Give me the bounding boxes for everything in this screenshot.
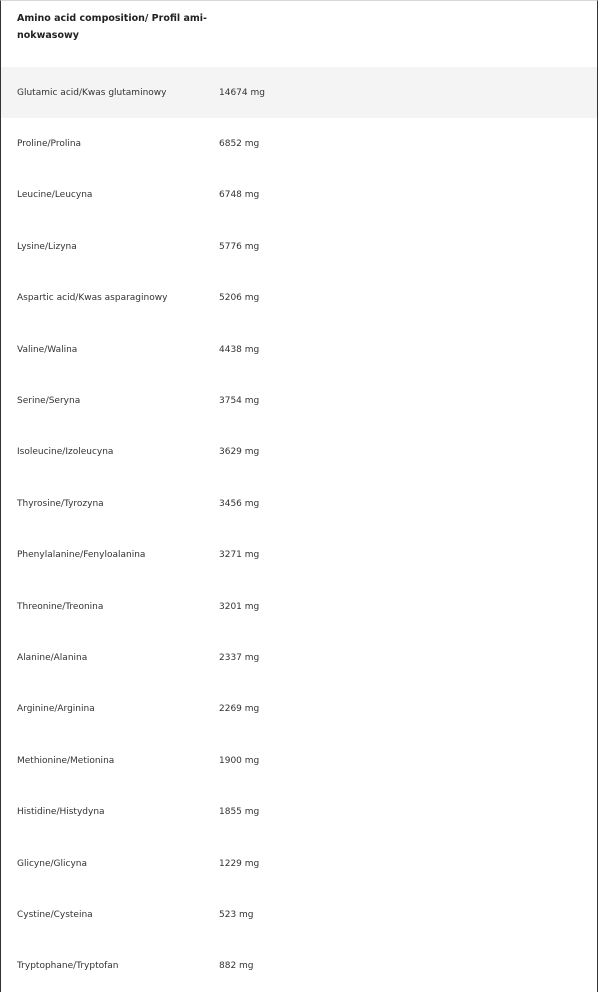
table-row — [1, 273, 597, 324]
table-row — [1, 427, 597, 478]
table-row — [1, 67, 597, 118]
amino-acid-name: Tryptophane/Tryptofan — [17, 961, 119, 972]
amino-acid-value: 3629 mg — [219, 447, 260, 458]
amino-acid-name: Aspartic acid/Kwas asparaginowy — [17, 293, 168, 304]
amino-acid-name: Leucine/Leucyna — [17, 190, 93, 201]
amino-acid-name: Valine/Walina — [17, 344, 78, 355]
table-row — [1, 118, 597, 169]
table-title: Amino acid composition/ Profil ami-nokwasowy — [17, 13, 207, 41]
amino-acid-value: 523 mg — [219, 909, 254, 920]
amino-acid-name: Glutamic acid/Kwas glutaminowy — [17, 87, 167, 98]
amino-acid-value: 1229 mg — [219, 858, 260, 869]
table-row — [1, 530, 597, 581]
amino-acid-value: 4438 mg — [219, 344, 260, 355]
amino-acid-name: Histidine/Histydyna — [17, 807, 105, 818]
table-header — [1, 1, 597, 67]
amino-acid-name: Alanine/Alanina — [17, 652, 88, 663]
amino-acid-value: 3271 mg — [219, 550, 260, 561]
amino-acid-name: Thyrosine/Tyrozyna — [17, 498, 104, 509]
amino-acid-value: 5776 mg — [219, 241, 260, 252]
table-row — [1, 632, 597, 683]
amino-acid-name: Cystine/Cysteina — [17, 909, 93, 920]
amino-acid-name: Glicyne/Glicyna — [17, 858, 87, 869]
amino-acid-value: 5206 mg — [219, 293, 260, 304]
table-row — [1, 838, 597, 889]
amino-acid-value: 1900 mg — [219, 755, 260, 766]
amino-acid-name: Arginine/Arginina — [17, 704, 95, 715]
table-row — [1, 221, 597, 272]
table-row — [1, 684, 597, 735]
table-row — [1, 786, 597, 837]
amino-acid-name: Serine/Seryna — [17, 396, 81, 407]
amino-acid-value: 3201 mg — [219, 601, 260, 612]
amino-acid-value: 3754 mg — [219, 396, 260, 407]
table-row — [1, 324, 597, 375]
amino-acid-name: Threonine/Treonina — [17, 601, 104, 612]
amino-acid-value: 3456 mg — [219, 498, 260, 509]
amino-acid-name: Isoleucine/Izoleucyna — [17, 447, 114, 458]
amino-acid-value: 6852 mg — [219, 139, 260, 150]
table-row — [1, 170, 597, 221]
amino-acid-name: Proline/Prolina — [17, 139, 82, 150]
table-row — [1, 581, 597, 632]
table-row — [1, 375, 597, 426]
amino-acid-value: 1855 mg — [219, 807, 260, 818]
amino-acid-value: 6748 mg — [219, 190, 260, 201]
amino-acid-name: Methionine/Metionina — [17, 755, 115, 766]
amino-acid-value: 882 mg — [219, 961, 254, 972]
amino-acid-name: Lysine/Lizyna — [17, 241, 77, 252]
amino-acid-name: Phenylalanine/Fenyloalanina — [17, 550, 146, 561]
table-row — [1, 889, 597, 940]
table-row — [1, 735, 597, 786]
amino-acid-value: 14674 mg — [219, 87, 265, 98]
table-row — [1, 478, 597, 529]
amino-acid-table — [1, 67, 597, 992]
amino-acid-value: 2337 mg — [219, 652, 260, 663]
amino-acid-value: 2269 mg — [219, 704, 260, 715]
table-row — [1, 941, 597, 992]
